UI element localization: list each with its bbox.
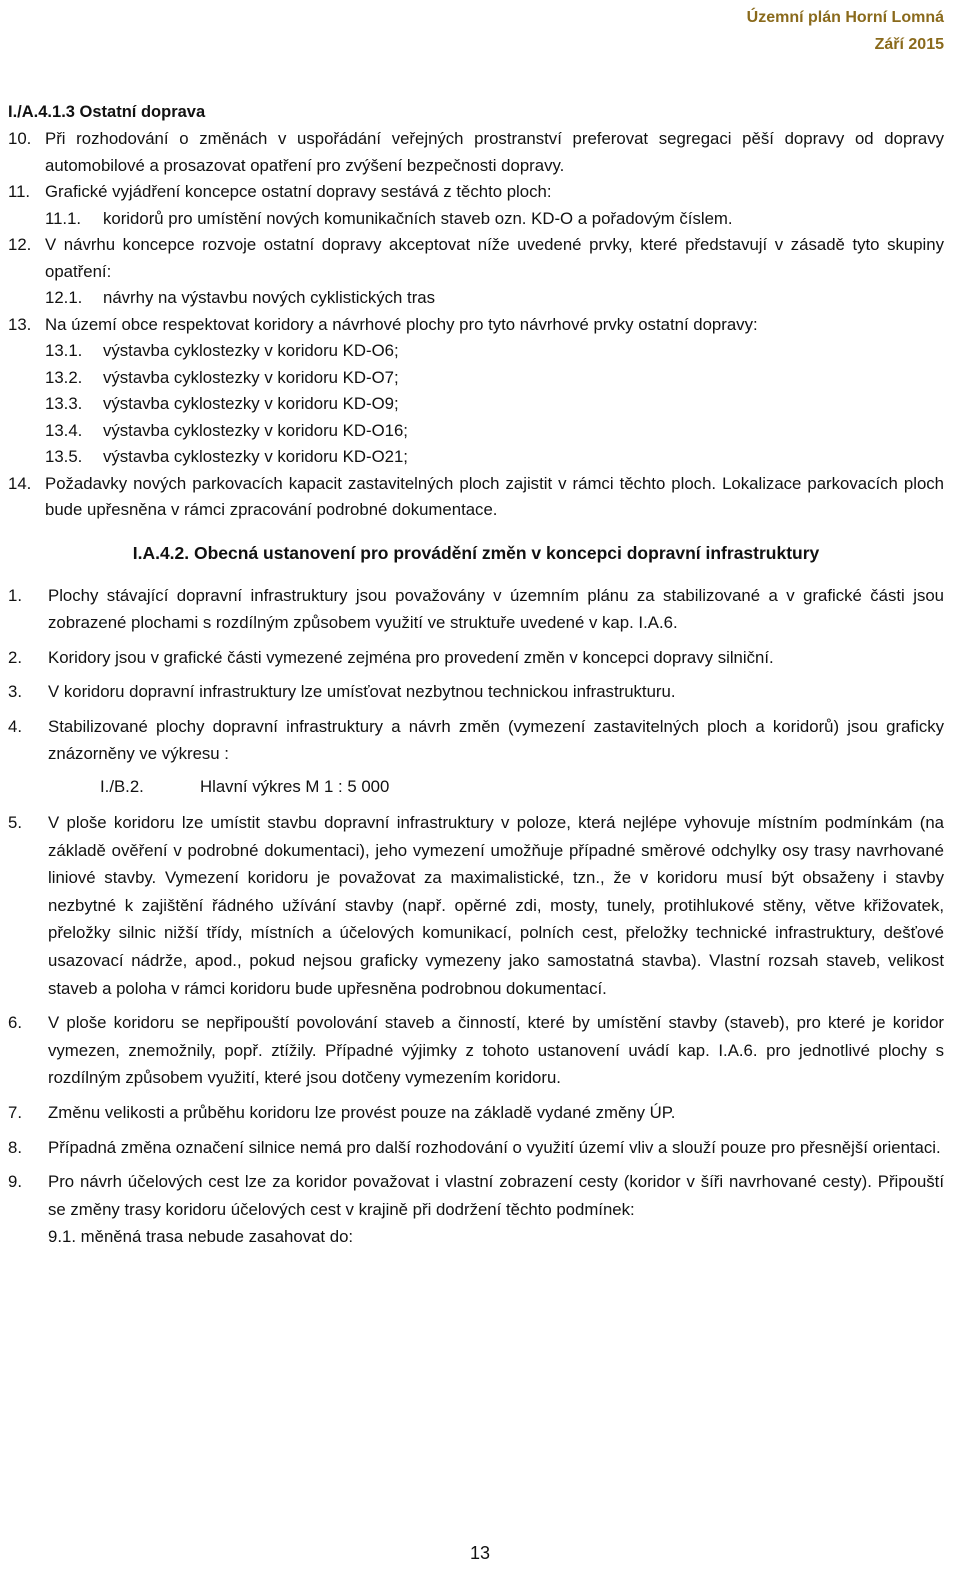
rule-number: 1. — [8, 585, 22, 605]
document-body — [8, 100, 944, 1250]
paragraph-number: 10. — [8, 129, 32, 148]
subitem-text: výstavba cyklostezky v koridoru KD-O16; — [103, 420, 408, 440]
rule-9 — [8, 1168, 944, 1223]
subitem-13-2 — [8, 365, 944, 392]
rule-3 — [8, 678, 944, 706]
rule-4 — [8, 713, 944, 768]
drawing-code: I./B.2. — [100, 777, 144, 797]
paragraph-text: Grafické vyjádření koncepce ostatní dopravy sestává z těchto ploch: — [45, 182, 552, 201]
paragraph-number: 14. — [8, 473, 32, 493]
drawing-reference — [8, 773, 944, 800]
rule-8 — [8, 1134, 944, 1162]
rule-number: 6. — [8, 1013, 22, 1033]
rule-text: V koridoru dopravní infrastruktury lze umísťovat nezbytnou technickou infrastrukturu. — [48, 682, 676, 702]
rule-text: Plochy stávající dopravní infrastruktury jsou považovány v územním plánu za stabilizované a v grafické části jsou zobrazené plochami s rozdílným způsobem využití ve struktuře uvedené v kap. I.A.6. — [48, 585, 944, 633]
subitem-number: 13.1. — [45, 341, 83, 360]
rule-text: Změnu velikosti a průběhu koridoru lze provést pouze na základě vydané změny ÚP. — [48, 1103, 676, 1122]
paragraph-13 — [8, 312, 944, 339]
document-header — [747, 4, 944, 58]
paragraph-14 — [8, 471, 944, 524]
rule-number: 5. — [8, 813, 22, 833]
paragraph-10 — [8, 126, 944, 179]
rule-1 — [8, 582, 944, 637]
rule-number: 4. — [8, 716, 22, 736]
subitem-number: 11.1. — [45, 208, 82, 228]
subitem-text: výstavba cyklostezky v koridoru KD-O21; — [103, 447, 408, 466]
subitem-11-1 — [8, 206, 944, 233]
rule-text: Pro návrh účelových cest lze za koridor považovat i vlastní zobrazení cesty (koridor v šíři navrhované cesty). Připouští se změny trasy koridoru účelových cest v krajině při dodržení těchto podmínek: — [48, 1172, 944, 1219]
header-title: Územní plán Horní Lomná — [746, 9, 944, 26]
subitem-text: výstavba cyklostezky v koridoru KD-O6; — [103, 341, 399, 360]
rule-2 — [8, 644, 944, 672]
subitem-9-1: 9.1. měněná trasa nebude zasahovat do: — [48, 1227, 354, 1247]
rule-7 — [8, 1099, 944, 1127]
rule-text: Koridory jsou v grafické části vymezené zejména pro provedení změn v koncepci dopravy silniční. — [48, 647, 774, 667]
subitem-12-1 — [8, 285, 944, 312]
subitem-text: výstavba cyklostezky v koridoru KD-O9; — [103, 394, 399, 413]
drawing-label: Hlavní výkres M 1 : 5 000 — [200, 777, 390, 797]
paragraph-number: 12. — [8, 235, 32, 254]
subitem-text: koridorů pro umístění nových komunikačních staveb ozn. KD-O a pořadovým číslem. — [103, 208, 733, 228]
rule-text: Stabilizované plochy dopravní infrastruktury a návrh změn (vymezení zastavitelných ploch a koridorů) jsou graficky znázorněny ve výkresu : — [48, 716, 944, 764]
subitem-13-5 — [8, 444, 944, 471]
paragraph-11 — [8, 179, 944, 206]
rule-text: V ploše koridoru lze umístit stavbu dopravní infrastruktury v poloze, která nejlépe vyhovuje místním podmínkám (na základě ověření v podrobné dokumentaci), jeho vymezení umožňuje případné směrové odchylky osy trasy navrhované liniové stavby. Vymezení koridoru je považovat za maximalistické, tzn., že v koridoru musí být obsaženy i stavby nezbytné k zajištění řádného užívání stavby (např. opěrné zdi, mosty, tunely, protihlukové stěny, větve křižovatek, přeložky silnic nižší třídy, místních a účelových komunikací, polních cest, přeložky technické infrastruktury, dešťové usazovací nádrže, apod., pokud nejsou graficky vymezeny jako samostatná stavba). Vlastní rozsah staveb, velikost staveb a poloha v rámci koridoru bude upřesněna podrobnou dokumentací. — [48, 813, 944, 998]
paragraph-number: 11. — [8, 182, 31, 201]
subitem-13-4 — [8, 418, 944, 445]
rule-text: V ploše koridoru se nepřipouští povolování staveb a činností, které by umístění stavby (staveb), pro které je koridor vymezen, znemožnily, popř. ztížily. Případné výjimky z tohoto ustanovení uvádí kap. I.A.6. pro jednotlivé plochy s rozdílným způsobem využití, které jsou dotčeny vymezením koridoru. — [48, 1013, 944, 1088]
section-heading-obecna-ustanoveni: I.A.4.2. Obecná ustanovení pro provádění změn v koncepci dopravní infrastruktury — [132, 542, 820, 563]
rule-number: 9. — [8, 1172, 22, 1192]
subitem-number: 12.1. — [45, 288, 83, 307]
subitem-text: návrhy na výstavbu nových cyklistických tras — [103, 288, 436, 307]
subitem-13-1 — [8, 338, 944, 365]
paragraph-text: V návrhu koncepce rozvoje ostatní dopravy akceptovat níže uvedené prvky, které představují v zásadě tyto skupiny opatření: — [45, 235, 944, 281]
subitem-text: výstavba cyklostezky v koridoru KD-O7; — [103, 367, 399, 387]
rule-5 — [8, 809, 944, 1002]
rule-number: 7. — [8, 1103, 22, 1122]
subitem-number: 13.4. — [45, 420, 83, 440]
rule-number: 2. — [8, 647, 22, 667]
paragraph-text: Při rozhodování o změnách v uspořádání veřejných prostranství preferovat segregaci pěší dopravy od dopravy automobilové a prosazovat opatření pro zvýšení bezpečnosti dopravy. — [45, 129, 944, 175]
subitem-13-3 — [8, 391, 944, 418]
rule-text: Případná změna označení silnice nemá pro další rozhodování o využití území vliv a slouží pouze pro přesnější orientaci. — [48, 1137, 941, 1157]
rule-number: 3. — [8, 682, 22, 702]
paragraph-12 — [8, 232, 944, 285]
rule-6 — [8, 1009, 944, 1092]
paragraph-number: 13. — [8, 314, 32, 334]
paragraph-text: Na území obce respektovat koridory a návrhové plochy pro tyto návrhové prvky ostatní dopravy: — [45, 314, 758, 334]
subitem-number: 13.5. — [45, 447, 83, 466]
subitem-number: 13.3. — [45, 394, 83, 413]
header-date: Září 2015 — [874, 36, 944, 53]
rule-number: 8. — [8, 1137, 22, 1157]
subitem-number: 13.2. — [45, 367, 83, 387]
paragraph-text: Požadavky nových parkovacích kapacit zastavitelných ploch zajistit v rámci těchto ploch. Lokalizace parkovacích ploch bude upřesněna v rámci zpracování podrobné dokumentace. — [45, 473, 944, 519]
section-heading-ostatni-doprava: I./A.4.1.3 Ostatní doprava — [8, 103, 206, 121]
page-number: 13 — [469, 1543, 491, 1563]
